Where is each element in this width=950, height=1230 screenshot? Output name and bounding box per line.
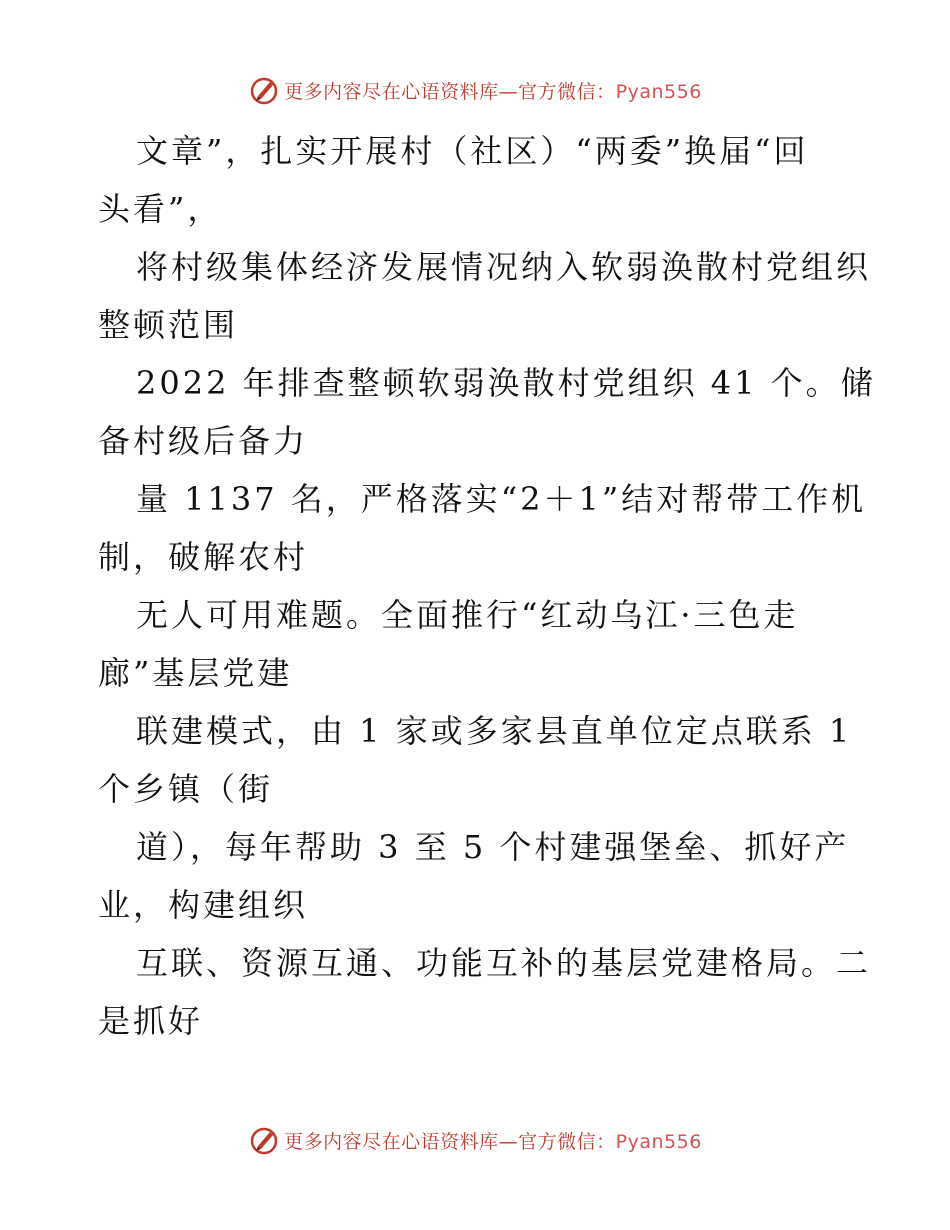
paragraph-line: 头看”， [98, 190, 223, 228]
watermark-text: 更多内容尽在心语资料库—官方微信：Pyan556 [284, 1130, 702, 1153]
paragraph-line: 整顿范围 [98, 306, 239, 344]
paragraph [98, 934, 872, 1050]
paragraph-line: 备村级后备力 [98, 422, 309, 460]
paragraph-line: 个乡镇（街 [98, 770, 274, 808]
paragraph [98, 470, 867, 586]
paragraph-line: 无人可用难题。全面推行“红动乌江·三色走 [136, 596, 799, 634]
paragraph-line: 互联、资源互通、功能互补的基层党建格局。二 [136, 944, 872, 982]
paragraph [98, 818, 858, 934]
pen-seal-icon [248, 1124, 280, 1156]
paragraph-line: 是抓好 [98, 1002, 204, 1040]
paragraph [98, 702, 858, 818]
paragraph-line: 道），每年帮助 3 至 5 个村建强堡垒、抓好产 [136, 828, 850, 866]
watermark-handle: Pyan556 [615, 80, 702, 103]
paragraph [98, 122, 858, 238]
paragraph-line: 2022 年排查整顿软弱涣散村党组织 41 个。储 [136, 364, 876, 402]
paragraph-line: 将村级集体经济发展情况纳入软弱涣散村党组织 [136, 248, 872, 286]
paragraph [98, 354, 876, 470]
watermark-handle: Pyan556 [615, 1130, 702, 1153]
paragraph-line: 联建模式，由 1 家或多家县直单位定点联系 1 [136, 712, 853, 750]
header-watermark [0, 72, 950, 108]
paragraph [98, 238, 872, 354]
watermark-text: 更多内容尽在心语资料库—官方微信：Pyan556 [284, 80, 702, 103]
paragraph-line: 量 1137 名，严格落实“2＋1”结对帮带工作机 [136, 480, 867, 518]
footer-watermark [0, 1122, 950, 1158]
paragraph-line: 文章”，扎实开展村（社区）“两委”换届“回 [136, 132, 809, 170]
document-body [98, 122, 876, 1050]
pen-seal-icon [248, 74, 280, 106]
paragraph [98, 586, 858, 702]
paragraph-line: 制，破解农村 [98, 538, 309, 576]
paragraph-line: 业，构建组织 [98, 886, 309, 924]
paragraph-line: 廊”基层党建 [98, 654, 293, 692]
